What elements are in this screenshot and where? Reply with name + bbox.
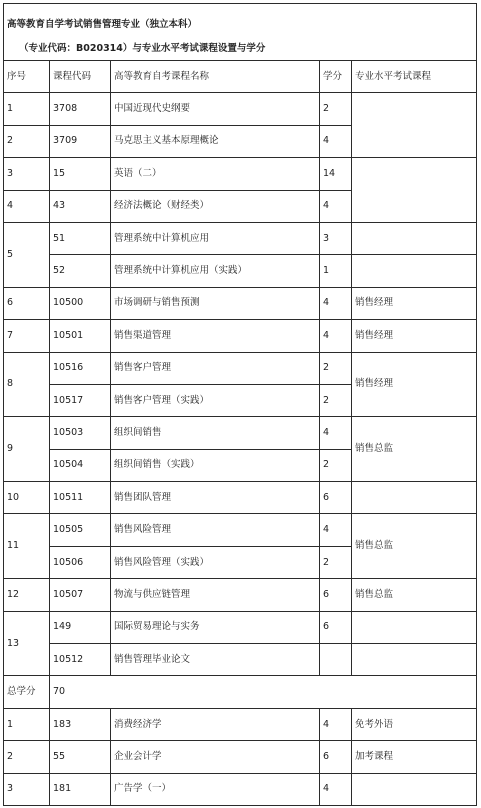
cell-name: 企业会计学 <box>111 741 320 773</box>
table-row <box>4 222 477 254</box>
cell-credit: 4 <box>320 514 352 546</box>
table-row <box>4 320 477 352</box>
cell-no: 1 <box>4 708 50 740</box>
cell-credit: 4 <box>320 320 352 352</box>
cell-level: 销售经理 <box>352 352 477 417</box>
cell-code: 51 <box>50 222 111 254</box>
cell-name: 消费经济学 <box>111 708 320 740</box>
cell-credit: 14 <box>320 158 352 190</box>
cell-code: 43 <box>50 190 111 222</box>
cell-name: 广告学（一） <box>111 773 320 805</box>
cell-credit: 4 <box>320 287 352 319</box>
cell-code: 10500 <box>50 287 111 319</box>
table-row <box>4 417 477 449</box>
table-subtitle: （专业代码：B020314）与专业水平考试课程设置与学分 <box>19 43 266 54</box>
cell-credit <box>320 644 352 676</box>
cell-no: 9 <box>4 417 50 482</box>
cell-code: 55 <box>50 741 111 773</box>
table-row <box>4 741 477 773</box>
cell-no: 2 <box>4 741 50 773</box>
cell-level: 销售经理 <box>352 287 477 319</box>
cell-name: 组织间销售 <box>111 417 320 449</box>
cell-code: 15 <box>50 158 111 190</box>
cell-name: 销售客户管理 <box>111 352 320 384</box>
table-title: 高等教育自学考试销售管理专业（独立本科） <box>7 19 198 30</box>
header-row <box>4 61 477 93</box>
cell-name: 英语（二） <box>111 158 320 190</box>
cell-credit: 2 <box>320 352 352 384</box>
cell-level <box>352 611 477 643</box>
cell-code: 183 <box>50 708 111 740</box>
cell-level <box>352 773 477 805</box>
title-row <box>4 4 477 61</box>
cell-no: 6 <box>4 287 50 319</box>
table-row <box>4 708 477 740</box>
cell-name: 销售团队管理 <box>111 482 320 514</box>
cell-level <box>352 482 477 514</box>
cell-credit: 4 <box>320 417 352 449</box>
cell-credit: 4 <box>320 190 352 222</box>
cell-code: 3708 <box>50 93 111 125</box>
table-row <box>4 611 477 643</box>
cell-level <box>352 158 477 223</box>
cell-credit: 6 <box>320 741 352 773</box>
cell-level: 销售总监 <box>352 579 477 611</box>
table-row <box>4 514 477 546</box>
table-row <box>4 255 477 287</box>
cell-no: 11 <box>4 514 50 579</box>
title-cell <box>4 4 477 61</box>
cell-code: 52 <box>50 255 111 287</box>
cell-level <box>352 255 477 287</box>
cell-level: 免考外语 <box>352 708 477 740</box>
table-row <box>4 773 477 805</box>
cell-level: 销售总监 <box>352 417 477 482</box>
header-level: 专业水平考试课程 <box>352 61 477 93</box>
cell-code: 10507 <box>50 579 111 611</box>
cell-credit: 6 <box>320 579 352 611</box>
cell-level <box>352 222 477 254</box>
cell-name: 管理系统中计算机应用（实践） <box>111 255 320 287</box>
cell-name: 销售渠道管理 <box>111 320 320 352</box>
cell-level: 销售经理 <box>352 320 477 352</box>
cell-level: 销售总监 <box>352 514 477 579</box>
cell-no: 5 <box>4 222 50 287</box>
table-row <box>4 644 477 676</box>
table-row <box>4 579 477 611</box>
cell-credit: 4 <box>320 708 352 740</box>
cell-credit: 4 <box>320 773 352 805</box>
total-row <box>4 676 477 708</box>
cell-credit: 3 <box>320 222 352 254</box>
header-name: 高等教育自考课程名称 <box>111 61 320 93</box>
cell-no: 2 <box>4 125 50 157</box>
cell-credit: 2 <box>320 93 352 125</box>
cell-name: 组织间销售（实践） <box>111 449 320 481</box>
cell-credit: 2 <box>320 449 352 481</box>
header-credit: 学分 <box>320 61 352 93</box>
cell-code: 3709 <box>50 125 111 157</box>
cell-name: 经济法概论（财经类） <box>111 190 320 222</box>
cell-name: 中国近现代史纲要 <box>111 93 320 125</box>
cell-code: 10512 <box>50 644 111 676</box>
cell-code: 10505 <box>50 514 111 546</box>
cell-code: 10504 <box>50 449 111 481</box>
cell-code: 10501 <box>50 320 111 352</box>
cell-credit: 6 <box>320 611 352 643</box>
cell-name: 销售管理毕业论文 <box>111 644 320 676</box>
cell-code: 10516 <box>50 352 111 384</box>
cell-no: 3 <box>4 773 50 805</box>
cell-credit: 6 <box>320 482 352 514</box>
cell-no: 12 <box>4 579 50 611</box>
cell-name: 销售风险管理 <box>111 514 320 546</box>
cell-level <box>352 644 477 676</box>
cell-code: 10506 <box>50 546 111 578</box>
cell-code: 10511 <box>50 482 111 514</box>
table-row <box>4 287 477 319</box>
header-no: 序号 <box>4 61 50 93</box>
cell-name: 销售客户管理（实践） <box>111 384 320 416</box>
table-row <box>4 93 477 125</box>
header-code: 课程代码 <box>50 61 111 93</box>
cell-name: 市场调研与销售预测 <box>111 287 320 319</box>
cell-level <box>352 93 477 158</box>
cell-credit: 2 <box>320 384 352 416</box>
cell-no: 10 <box>4 482 50 514</box>
cell-name: 马克思主义基本原理概论 <box>111 125 320 157</box>
table-row <box>4 158 477 190</box>
cell-level: 加考课程 <box>352 741 477 773</box>
table-row <box>4 352 477 384</box>
cell-credit: 2 <box>320 546 352 578</box>
cell-code: 181 <box>50 773 111 805</box>
table-row <box>4 482 477 514</box>
cell-credit: 1 <box>320 255 352 287</box>
cell-code: 10503 <box>50 417 111 449</box>
cell-name: 销售风险管理（实践） <box>111 546 320 578</box>
cell-no: 4 <box>4 190 50 222</box>
cell-no: 1 <box>4 93 50 125</box>
cell-no: 3 <box>4 158 50 190</box>
cell-code: 10517 <box>50 384 111 416</box>
cell-no: 8 <box>4 352 50 417</box>
cell-name: 管理系统中计算机应用 <box>111 222 320 254</box>
course-table <box>3 3 477 806</box>
total-value: 70 <box>50 676 477 708</box>
cell-credit: 4 <box>320 125 352 157</box>
cell-no: 7 <box>4 320 50 352</box>
total-label: 总学分 <box>4 676 50 708</box>
cell-name: 物流与供应链管理 <box>111 579 320 611</box>
cell-no: 13 <box>4 611 50 676</box>
cell-code: 149 <box>50 611 111 643</box>
cell-name: 国际贸易理论与实务 <box>111 611 320 643</box>
